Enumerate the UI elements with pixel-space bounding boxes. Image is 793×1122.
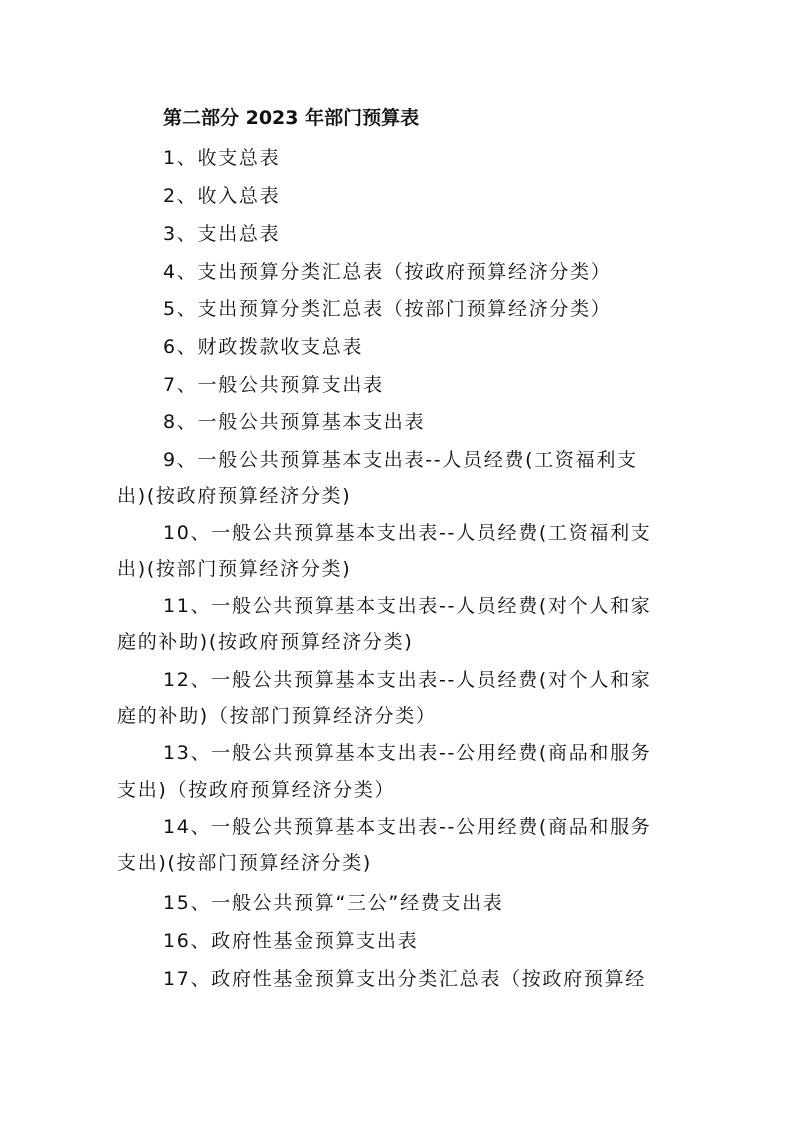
list-item: 11、一般公共预算基本支出表--人员经费(对个人和家 xyxy=(163,595,652,617)
list-item: 16、政府性基金预算支出表 xyxy=(163,930,419,952)
list-item: 9、一般公共预算基本支出表--人员经费(工资福利支 xyxy=(163,449,638,471)
list-item: 6、财政拨款收支总表 xyxy=(163,336,364,358)
list-item-continuation: 支出)（按政府预算经济分类） xyxy=(117,779,396,801)
list-item: 1、收支总表 xyxy=(163,147,281,169)
list-item: 13、一般公共预算基本支出表--公用经费(商品和服务 xyxy=(163,742,652,764)
list-item: 2、收入总表 xyxy=(163,185,281,207)
list-item-continuation: 出)(按部门预算经济分类) xyxy=(117,558,352,580)
list-item: 17、政府性基金预算支出分类汇总表（按政府预算经 xyxy=(163,968,646,990)
list-item: 15、一般公共预算“三公”经费支出表 xyxy=(163,892,504,914)
list-item-continuation: 出)(按政府预算经济分类) xyxy=(117,485,352,507)
list-item: 4、支出预算分类汇总表（按政府预算经济分类） xyxy=(163,261,612,283)
list-item-continuation: 庭的补助)（按部门预算经济分类） xyxy=(117,705,437,727)
list-item: 3、支出总表 xyxy=(163,223,281,245)
list-item: 7、一般公共预算支出表 xyxy=(163,374,384,396)
section-title: 第二部分 2023 年部门预算表 xyxy=(163,107,420,129)
list-item: 10、一般公共预算基本支出表--人员经费(工资福利支 xyxy=(163,522,652,544)
list-item-continuation: 支出)(按部门预算经济分类) xyxy=(117,852,373,874)
list-item: 14、一般公共预算基本支出表--公用经费(商品和服务 xyxy=(163,816,652,838)
list-item: 8、一般公共预算基本支出表 xyxy=(163,411,426,433)
list-item: 12、一般公共预算基本支出表--人员经费(对个人和家 xyxy=(163,669,652,691)
list-item: 5、支出预算分类汇总表（按部门预算经济分类） xyxy=(163,298,612,320)
list-item-continuation: 庭的补助)(按政府预算经济分类) xyxy=(117,631,414,653)
